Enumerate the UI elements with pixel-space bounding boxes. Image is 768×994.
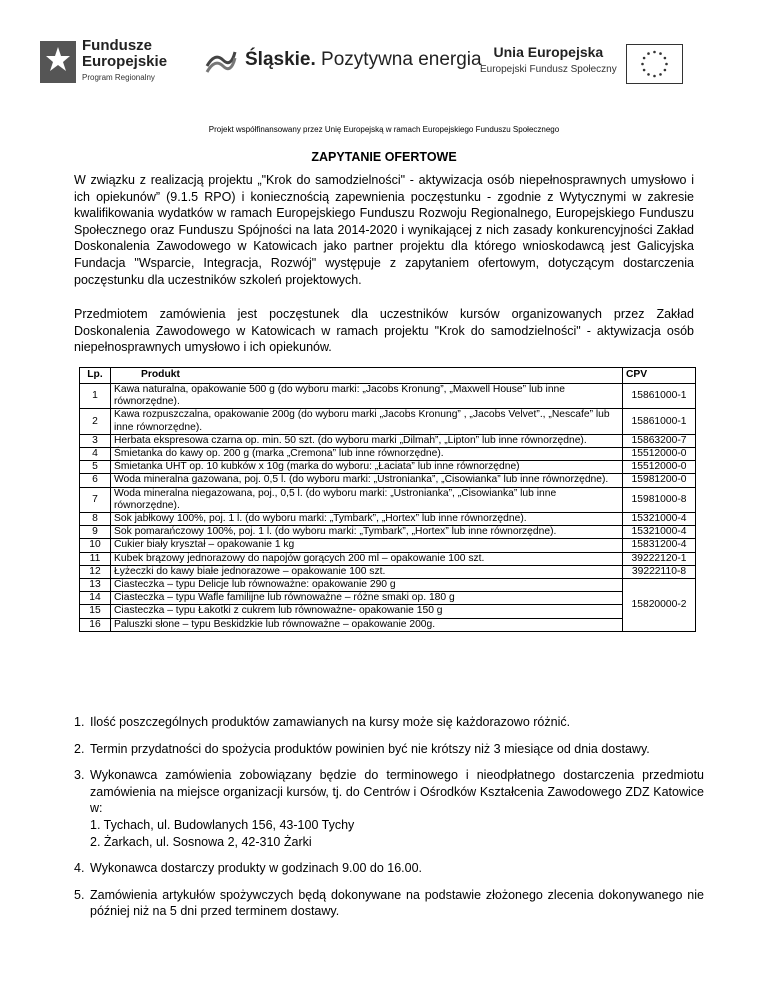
table-row [80,474,696,487]
cell-lp: 9 [80,526,111,539]
note-number: 3. [74,768,85,783]
subject-paragraph: Przedmiotem zamówienia jest poczęstunek dla uczestników kursów organizowanych przez Zakład Doskonalenia Zawodowego w Katowicach w ramach projektu "Krok do samodzielności" - aktywizacja osób niepełnosprawnych umysłowo i ich opiekunów. [74,307,694,355]
note-text: Wykonawca dostarczy produkty w godzinach 9.00 do 16.00. [90,861,423,876]
cell-product: Kawa rozpuszczalna, opakowanie 200g (do wyboru marki „Jacobs Kronung” , „Jacobs Velvet”., „Nescafe” lub inne równorzędne). [111,409,623,434]
cell-lp: 14 [80,592,111,605]
table-row [80,434,696,447]
note-text: Termin przydatności do spożycia produktów powinien być nie krótszy niż 3 miesiące od dnia dostawy. [90,741,650,756]
location-1: 1. Tychach, ul. Budowlanych 156, 43-100 Tychy [90,817,355,832]
cell-product: Kawa naturalna, opakowanie 500 g (do wyboru marki: „Jacobs Kronung”, „Maxwell House” lub inne równorzędne). [111,384,623,409]
header-cpv: CPV [623,368,696,384]
logo-bar [0,30,768,100]
cell-product: Woda mineralna niegazowana, poj., 0,5 l. (do wyboru marki: „Ustronianka”, „Cisowianka” lub inne równorzędne). [111,487,623,512]
table-row [80,579,696,592]
note-1 [74,714,704,731]
cell-lp: 3 [80,434,111,447]
cell-product: Ciasteczka – typu Wafle familijne lub równoważne – różne smaki op. 180 g [111,592,623,605]
cell-cpv: 15321000-4 [623,526,696,539]
cell-lp: 7 [80,487,111,512]
table-row [80,552,696,565]
cell-lp: 8 [80,513,111,526]
cell-cpv: 15981200-0 [623,474,696,487]
table-row [80,409,696,434]
table-row [80,384,696,409]
table-row [80,618,696,631]
note-5 [74,887,704,920]
header-product: Produkt [111,368,623,384]
eu-flag-icon [626,44,683,84]
cell-lp: 4 [80,448,111,461]
fe-line1: Fundusze [82,37,152,54]
cell-product: Ciasteczka – typu Delicje lub równoważne: opakowanie 290 g [111,579,623,592]
table-row [80,487,696,512]
table-row [80,526,696,539]
cell-cpv: 15512000-0 [623,461,696,474]
cell-lp: 5 [80,461,111,474]
table-header-row [80,368,696,384]
notes-list [74,714,704,920]
cell-lp: 11 [80,552,111,565]
cell-cpv: 39222110-8 [623,565,696,578]
cell-lp: 16 [80,618,111,631]
cell-cpv: 15321000-4 [623,513,696,526]
slaskie-wave-icon [205,46,237,74]
cell-product: Herbata ekspresowa czarna op. min. 50 szt. (do wyboru marki „Dilmah”, „Lipton” lub inne równorzędne). [111,434,623,447]
cell-product: Cukier biały kryształ – opakowanie 1 kg [111,539,623,552]
fe-star-icon [40,41,76,83]
fe-sub: Program Regionalny [82,73,155,82]
cell-cpv: 15820000-2 [623,579,696,632]
header-lp: Lp. [80,368,111,384]
cell-cpv: 15981000-8 [623,487,696,512]
table-row [80,605,696,618]
sl-rest: Pozytywna energia [315,49,482,70]
ue-sub: Europejski Fundusz Społeczny [480,64,617,75]
document-title: ZAPYTANIE OFERTOWE [311,150,457,164]
cell-product: Paluszki słone – typu Beskidzkie lub równoważne – opakowanie 200g. [111,618,623,631]
cell-product: Woda mineralna gazowana, poj. 0,5 l. (do wyboru marki: „Ustronianka”, „Cisowianka” lub inne równorzędne). [111,474,623,487]
cell-cpv: 15512000-0 [623,448,696,461]
cell-cpv: 15861000-1 [623,409,696,434]
note-number: 1. [74,715,85,729]
cell-cpv: 15831200-4 [623,539,696,552]
location-2: 2. Żarkach, ul. Sosnowa 2, 42-310 Żarki [90,834,312,849]
cell-product: Sok jabłkowy 100%, poj. 1 l. (do wyboru marki: „Tymbark”, „Hortex” lub inne równorzędne). [111,513,623,526]
eu-logo-text [480,44,617,75]
cell-cpv: 15863200-7 [623,434,696,447]
cell-product: Kubek brązowy jednorazowy do napojów gorących 200 ml – opakowanie 100 szt. [111,552,623,565]
products-table [79,367,696,632]
cell-product: Śmietanka UHT op. 10 kubków x 10g (marka do wyboru: „Łaciata” lub inne równorzędne) [111,461,623,474]
cell-cpv: 15861000-1 [623,384,696,409]
table-row [80,513,696,526]
note-number: 2. [74,741,85,756]
note-text: Zamówienia artykułów spożywczych będą dokonywane na podstawie złożonego zlecenia dokonywanego nie później niż na 5 dni przed terminem dostawy. [90,887,704,919]
cell-product: Łyżeczki do kawy białe jednorazowe – opakowanie 100 szt. [111,565,623,578]
table-row [80,461,696,474]
note-number: 5. [74,887,85,902]
fe-line2: Europejskie [82,53,168,70]
note-2 [74,741,704,758]
cell-lp: 2 [80,409,111,434]
cell-lp: 13 [80,579,111,592]
cell-lp: 1 [80,384,111,409]
intro-paragraph: W związku z realizacją projektu „"Krok do samodzielności" - aktywizacja osób niepełnosprawnych umysłowo i ich opiekunów” (9.1.5 RPO) i koniecznością zapewnienia poczęstunku - zgodnie z Wytycznymi w zakresie kwalifikowania wydatków w ramach Europejskiego Funduszu Rozwoju Regionalnego, Europejskiego Funduszu Społecznego oraz Funduszu Spójności na lata 2014-2020 i wynikającej z nich zasady konkurencyjności Zakład Doskonalenia Zawodowego w Katowicach jako partner projektu dla którego wnioskodawcą jest Galicyjska Fundacja "Wsparcie, Integracja, Rozwój" występuje z zapytaniem ofertowym, dotyczącym dostarczenia poczęstunku dla uczestników szkoleń projektowych. [74,173,694,287]
cell-product: Śmietanka do kawy op. 200 g (marka „Cremona” lub inne równorzędne). [111,448,623,461]
cell-lp: 6 [80,474,111,487]
cell-lp: 10 [80,539,111,552]
table-row [80,448,696,461]
sl-bold: Śląskie. [245,49,316,70]
ue-title: Unia Europejska [493,44,604,60]
note-number: 4. [74,861,85,876]
note-text: Ilość poszczególnych produktów zamawianych na kursy może się każdorazowo różnić. [90,715,571,729]
cofinancing-note: Projekt współfinansowany przez Unię Europejską w ramach Europejskiego Funduszu Społecznego [208,125,560,134]
cell-product: Ciasteczka – typu Łakotki z cukrem lub równoważne- opakowanie 150 g [111,605,623,618]
fundusze-europejskie-logo [40,38,167,86]
table-row [80,539,696,552]
cell-cpv: 39222120-1 [623,552,696,565]
cell-lp: 15 [80,605,111,618]
table-row [80,565,696,578]
note-text: Wykonawca zamówienia zobowiązany będzie do terminowego i nieodpłatnego dostarczenia przedmiotu zamówienia na miejsce organizacji kursów, tj. do Centrów i Ośrodków Kształcenia Zawodowego ZDZ Katowice w: [90,768,704,816]
slaskie-logo [205,46,482,74]
cell-product: Sok pomarańczowy 100%, poj. 1 l. (do wyboru marki: „Tymbark”, „Hortex” lub inne równorzędne). [111,526,623,539]
table-row [80,592,696,605]
note-3 [74,767,704,817]
note-4 [74,860,704,877]
cell-lp: 12 [80,565,111,578]
